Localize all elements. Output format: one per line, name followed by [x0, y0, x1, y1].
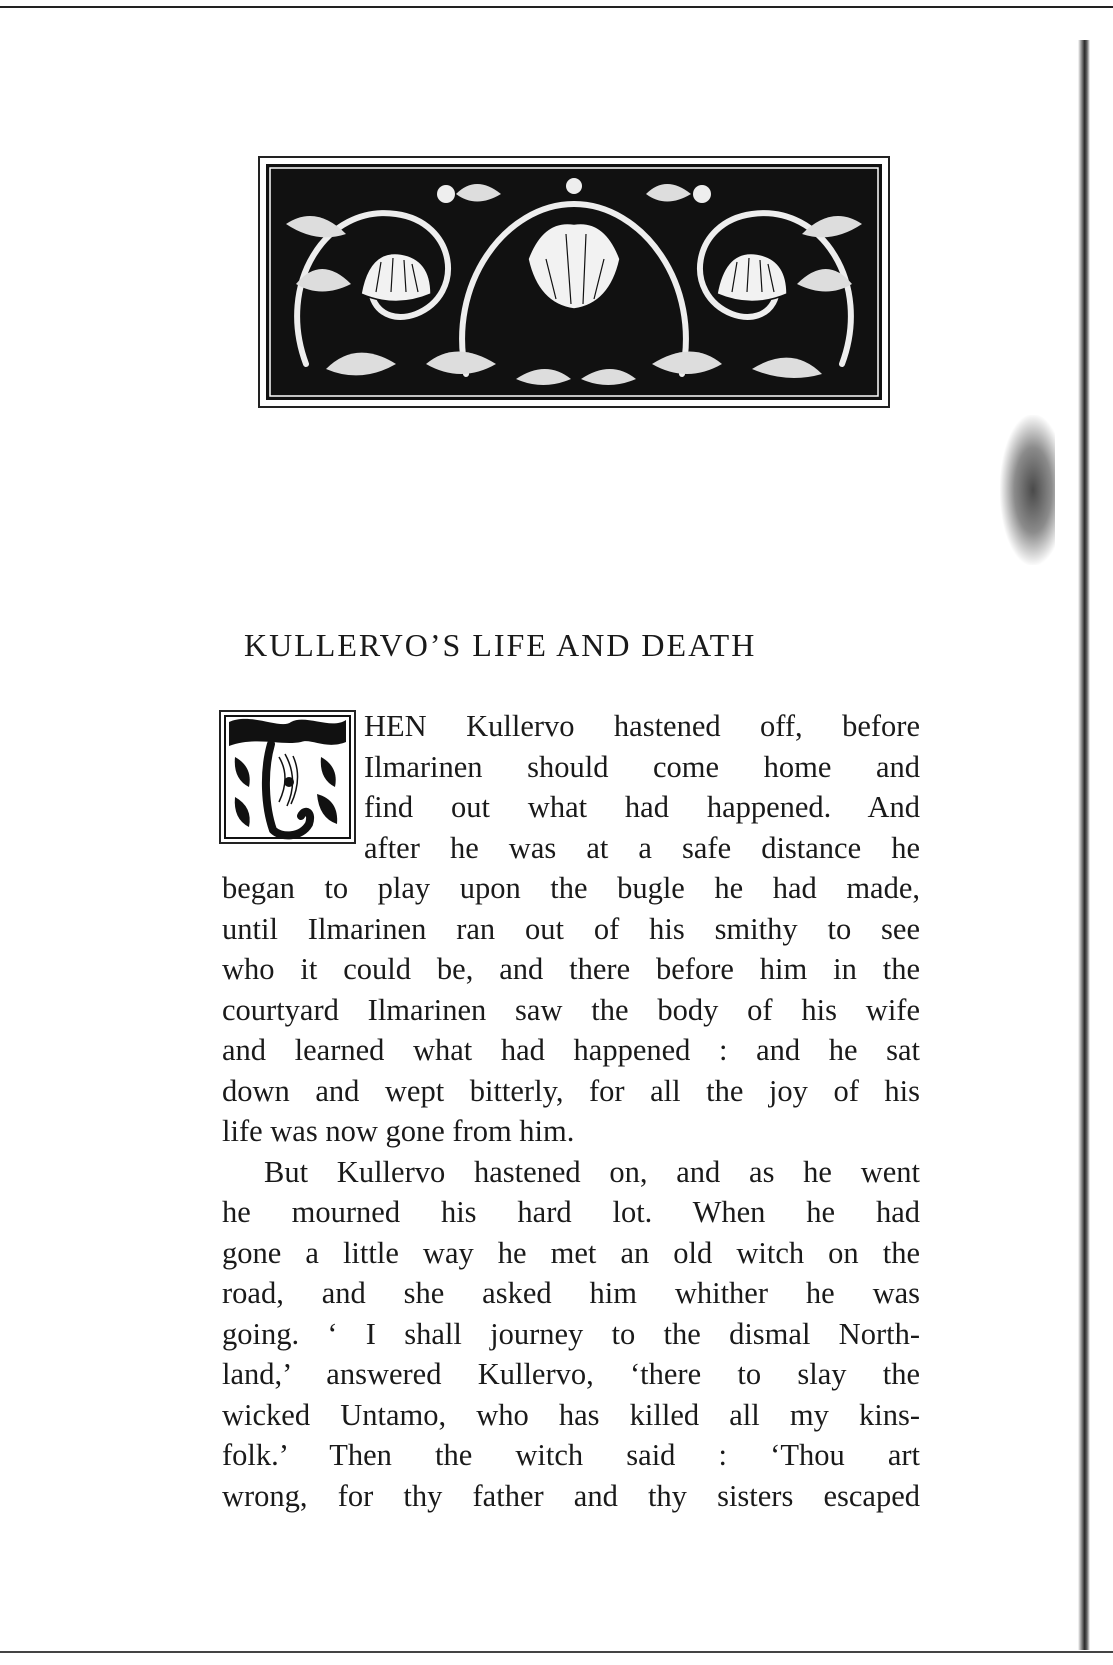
- text-line: HEN Kullervo hastened off, before: [364, 709, 920, 743]
- text-line: folk.’ Then the witch said : ‘Thou art: [222, 1438, 920, 1472]
- text-line: who it could be, and there before him in the: [222, 952, 920, 986]
- text-line: But Kullervo hastened on, and as he went: [264, 1154, 920, 1189]
- text-line: after he was at a safe distance he: [364, 830, 920, 865]
- text-line: land,’ answered Kullervo, ‘there to slay the: [222, 1357, 920, 1391]
- text-line: courtyard Ilmarinen saw the body of his wife: [222, 992, 920, 1027]
- text-line: down and wept bitterly, for all the joy of his: [222, 1073, 920, 1108]
- text-line: wrong, for thy father and thy sisters escaped: [222, 1478, 920, 1513]
- floral-headpiece-icon: [258, 156, 890, 408]
- text-line: until Ilmarinen ran out of his smithy to see: [222, 911, 920, 946]
- scan-smudge: [1000, 415, 1055, 565]
- text-line: began to play upon the bugle he had made,: [222, 871, 920, 905]
- text-line: wicked Untamo, who has killed all my kins-: [222, 1397, 920, 1432]
- paragraph-1: [222, 706, 920, 1152]
- text-line: find out what had happened. And: [364, 790, 920, 824]
- text-line: life was now gone from him.: [222, 1114, 575, 1148]
- chapter-title: KULLERVO’S LIFE AND DEATH: [244, 627, 757, 663]
- text-line: road, and she asked him whither he was: [222, 1276, 920, 1310]
- text-line: Ilmarinen should come home and: [364, 749, 920, 784]
- top-page-rule: [0, 6, 1113, 8]
- text-line: he mourned his hard lot. When he had: [222, 1195, 920, 1229]
- bottom-page-rule: [0, 1651, 1113, 1653]
- paragraph-2: [222, 1152, 920, 1517]
- text-line: going. ‘ I shall journey to the dismal North-: [222, 1316, 920, 1351]
- book-gutter-shadow: [1078, 40, 1090, 1650]
- text-line: gone a little way he met an old witch on the: [222, 1235, 920, 1270]
- chapter-body: [222, 706, 920, 1516]
- text-line: and learned what had happened : and he sat: [222, 1033, 920, 1067]
